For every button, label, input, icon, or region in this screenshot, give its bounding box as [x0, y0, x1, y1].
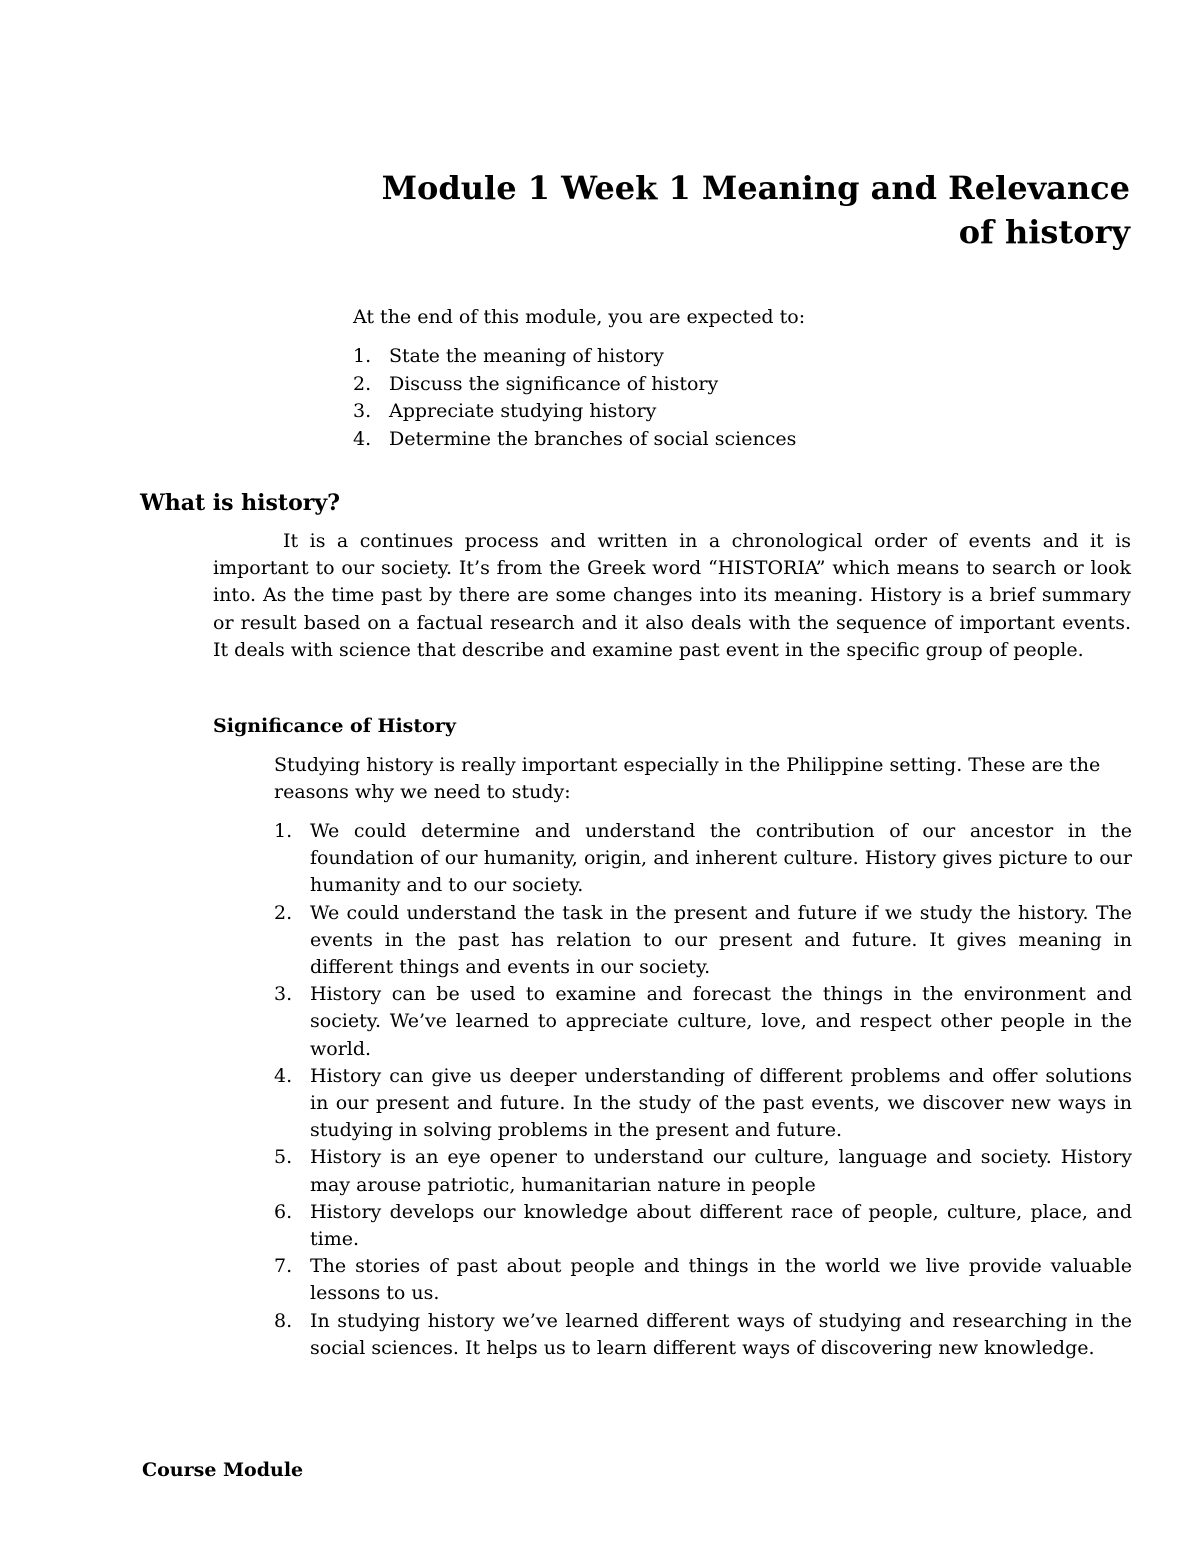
module-title: Module 1 Week 1 Meaning and Relevance of history — [381, 169, 1130, 251]
reason-text: The stories of past about people and things in the world we live provide valuable lessons to us. — [310, 1255, 1132, 1305]
reason-item — [274, 981, 1132, 1063]
objective-text: Discuss the significance of history — [389, 372, 719, 395]
history-definition-paragraph: It is a continues process and written in a chronological order of events and it is important to our society. It’s from the Greek word “HISTORIA” which means to search or look into. As the time past by there are some changes into its meaning. History is a brief summary or result based on a factual research and it also deals with the sequence of important events. It deals with science that describe and examine past event in the specific group of people. — [213, 530, 1131, 661]
reason-item — [274, 1253, 1132, 1307]
objective-item — [353, 398, 1053, 426]
reason-text: History can be used to examine and forecast the things in the environment and society. We’ve learned to appreciate culture, love, and respect other people in the world. — [310, 983, 1132, 1060]
reason-number: 6. — [274, 1200, 293, 1223]
reason-item — [274, 900, 1132, 982]
reason-item — [274, 1063, 1132, 1145]
reason-number: 4. — [274, 1064, 293, 1087]
reason-text: History can give us deeper understanding of different problems and offer solutions in our present and future. In the study of the past events, we discover new ways in studying in solving problems in the present and future. — [310, 1064, 1132, 1142]
what-is-history-heading: What is history? — [140, 490, 341, 516]
reasons-list — [274, 818, 1132, 1362]
reason-text: We could understand the task in the present and future if we study the history. The events in the past has relation to our present and future. It gives meaning in different things and events in our society. — [310, 901, 1132, 979]
course-module-footer: Course Module — [142, 1459, 304, 1481]
reason-number: 2. — [274, 901, 293, 924]
objective-number: 2. — [353, 372, 372, 395]
reason-text: We could determine and understand the contribution of our ancestor in the foundation of our humanity, origin, and inherent culture. History gives picture to our humanity and to our society. — [310, 820, 1132, 897]
reason-text: In studying history we’ve learned different ways of studying and researching in the social sciences. It helps us to learn different ways of discovering new knowledge. — [310, 1309, 1132, 1359]
reason-text: History develops our knowledge about different race of people, culture, place, and time. — [310, 1200, 1132, 1251]
reason-item — [274, 1199, 1132, 1253]
reason-number: 7. — [274, 1255, 293, 1278]
objective-text: Appreciate studying history — [389, 400, 657, 422]
reason-text: History is an eye opener to understand our culture, language and society. History may arouse patriotic, humanitarian nature in people — [310, 1146, 1132, 1196]
reason-number: 5. — [274, 1146, 293, 1169]
significance-heading: Significance of History — [213, 715, 456, 737]
objectives-list — [353, 343, 1053, 453]
objective-number: 4. — [353, 427, 372, 450]
reason-number: 3. — [274, 983, 293, 1006]
reason-item — [274, 818, 1132, 900]
objective-item — [353, 371, 1053, 399]
objective-number: 3. — [353, 400, 372, 422]
objective-text: State the meaning of history — [389, 345, 664, 367]
reason-item — [274, 1144, 1132, 1198]
reason-item — [274, 1308, 1132, 1362]
objective-number: 1. — [353, 345, 372, 367]
objective-item — [353, 343, 1053, 371]
reason-number: 8. — [274, 1309, 293, 1332]
objectives-intro: At the end of this module, you are expected to: — [353, 306, 806, 328]
significance-intro: Studying history is really important especially in the Philippine setting. These are the reasons why we need to study: — [274, 754, 1101, 803]
objective-item — [353, 426, 1053, 454]
reason-number: 1. — [274, 820, 293, 842]
objective-text: Determine the branches of social sciences — [389, 427, 797, 450]
